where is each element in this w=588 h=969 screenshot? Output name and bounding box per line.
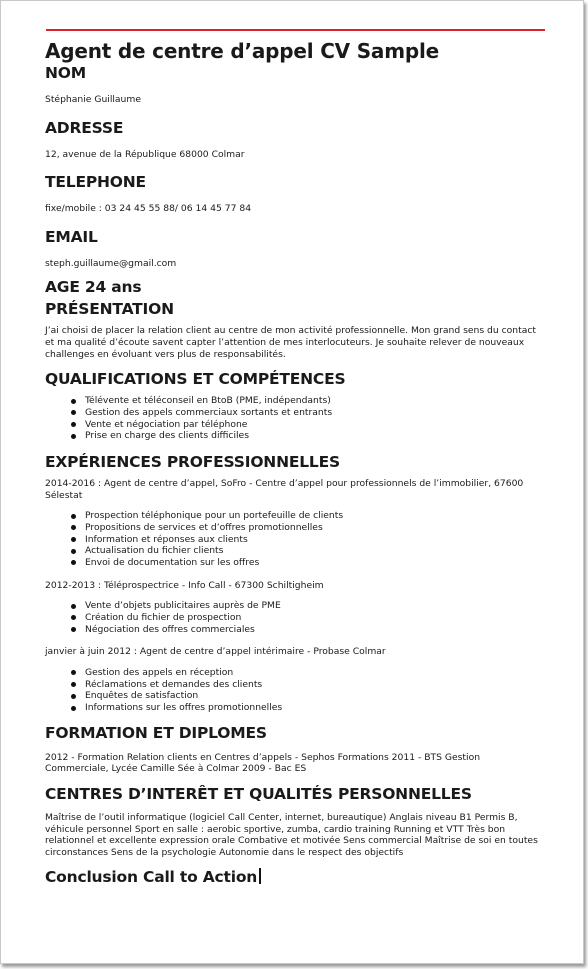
list-item[interactable]: Informations sur les offres promotionnelles [85,702,545,714]
list-item[interactable]: Envoi de documentation sur les offres [85,557,545,569]
age-heading: AGE 24 ans [45,278,142,297]
job-title[interactable]: janvier à juin 2012 : Agent de centre d’appel intérimaire - Probase Colmar [45,646,386,658]
adresse-heading: ADRESSE [45,118,124,137]
presentation-heading: PRÉSENTATION [45,300,174,319]
title-accent-line [46,29,545,31]
nom-heading: NOM [45,64,86,82]
formation-heading: FORMATION ET DIPLOMES [45,723,267,742]
list-item[interactable]: Enquêtes de satisfaction [85,690,545,702]
email-value[interactable]: steph.guillaume@gmail.com [45,257,177,269]
job-tasks-list [45,510,545,569]
list-item[interactable]: Gestion des appels en réception [85,667,545,679]
email-heading: EMAIL [45,227,98,246]
job-tasks-list [45,600,545,635]
page-title: Agent de centre d’appel CV Sample [45,39,439,63]
list-item[interactable]: Création du fichier de prospection [85,612,545,624]
cv-content [45,38,545,887]
telephone-heading: TELEPHONE [45,173,146,192]
nom-value[interactable]: Stéphanie Guillaume [45,94,141,105]
list-item[interactable]: Propositions de services et d’offres promotionnelles [85,522,545,534]
list-item[interactable]: Gestion des appels commerciaux sortants et entrants [85,407,545,419]
interets-text[interactable]: Maîtrise de l’outil informatique (logiciel Call Center, internet, bureautique) Anglais niveau B1 Permis B, véhicule personnel Sport en salle : aerobic sportive, zumba, cardio training Running et VTT Très bon relationnel et excellente expression orale Combative et motivée Sens commercial Maîtrise de soi en toutes circonstances Sens de la psychologie Autonomie dans le respect des objectifs [45,811,538,858]
list-item[interactable]: Prise en charge des clients difficiles [85,430,545,442]
list-item[interactable]: Actualisation du fichier clients [85,545,545,557]
qualifications-heading: QUALIFICATIONS ET COMPÉTENCES [45,370,346,389]
list-item[interactable]: Négociation des offres commerciales [85,624,545,636]
experiences-heading: EXPÉRIENCES PROFESSIONNELLES [45,452,340,471]
adresse-value[interactable]: 12, avenue de la République 68000 Colmar [45,148,245,160]
conclusion-heading [45,867,545,887]
qualifications-list [45,395,545,442]
telephone-value[interactable]: fixe/mobile : 03 24 45 55 88/ 06 14 45 77 84 [45,203,252,215]
presentation-text[interactable]: J’ai choisi de placer la relation client au centre de mon activité professionnelle. Mon grand sens du contact et ma qualité d’écoute savent capter l’attention de mes interlocuteurs. Je souhaite relever de nouveaux challenges en évoluant vers plus de responsabilités. [45,325,537,360]
list-item[interactable]: Vente et négociation par téléphone [85,419,545,431]
list-item[interactable]: Prospection téléphonique pour un portefeuille de clients [85,510,545,522]
job-tasks-list [45,667,545,714]
list-item[interactable]: Réclamations et demandes des clients [85,679,545,691]
list-item[interactable]: Vente d’objets publicitaires auprès de PME [85,600,545,612]
job-title[interactable]: 2012-2013 : Téléprospectrice - Info Call - 67300 Schiltigheim [45,579,324,591]
job-title[interactable]: 2014-2016 : Agent de centre d’appel, SoFro - Centre d’appel pour professionnels de l’immobilier, 67600 Sélestat [45,477,524,501]
list-item[interactable]: Télévente et téléconseil en BtoB (PME, indépendants) [85,395,545,407]
text-cursor [259,868,261,884]
formation-text[interactable]: 2012 - Formation Relation clients en Centres d’appels - Sephos Formations 2011 - BTS Gestion Commerciale, Lycée Camille Sée à Colmar 2009 - Bac ES [45,751,481,775]
interets-heading: CENTRES D’INTERÊT ET QUALITÉS PERSONNELLES [45,784,472,803]
list-item[interactable]: Information et réponses aux clients [85,534,545,546]
conclusion-heading-text: Conclusion Call to Action [45,868,258,887]
